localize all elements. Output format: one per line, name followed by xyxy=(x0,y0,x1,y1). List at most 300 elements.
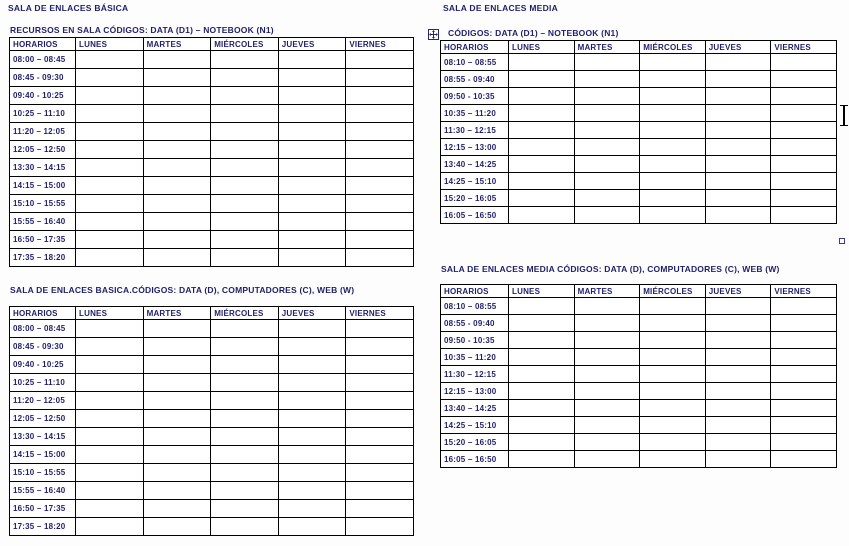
column-header-martes: MARTES xyxy=(574,285,640,298)
slot-cell-miercoles[interactable] xyxy=(640,54,706,71)
slot-cell-lunes[interactable] xyxy=(509,349,575,366)
slot-cell-jueves[interactable] xyxy=(278,482,346,500)
slot-cell-martes[interactable] xyxy=(143,123,211,141)
slot-cell-miercoles[interactable] xyxy=(211,410,279,428)
slot-cell-miercoles[interactable] xyxy=(640,332,706,349)
slot-cell-lunes[interactable] xyxy=(76,249,144,267)
slot-cell-lunes[interactable] xyxy=(509,298,575,315)
slot-cell-lunes[interactable] xyxy=(76,374,144,392)
slot-cell-miercoles[interactable] xyxy=(640,207,706,224)
table-row xyxy=(441,156,837,173)
slot-cell-lunes[interactable] xyxy=(509,400,575,417)
slot-cell-miercoles[interactable] xyxy=(211,195,279,213)
table-row xyxy=(441,366,837,383)
slot-cell-miercoles[interactable] xyxy=(211,482,279,500)
table-row xyxy=(10,141,414,159)
slot-cell-viernes[interactable] xyxy=(771,417,837,434)
slot-cell-viernes[interactable] xyxy=(771,190,837,207)
column-header-miercoles: MIÉRCOLES xyxy=(640,41,706,54)
slot-cell-martes[interactable] xyxy=(143,464,211,482)
time-slot-label: 09:40 - 10:25 xyxy=(10,356,76,374)
slot-cell-jueves[interactable] xyxy=(705,88,771,105)
slot-cell-lunes[interactable] xyxy=(509,207,575,224)
slot-cell-lunes[interactable] xyxy=(76,51,144,69)
time-slot-label: 11:20 – 12:05 xyxy=(10,392,76,410)
slot-cell-viernes[interactable] xyxy=(346,51,414,69)
slot-cell-martes[interactable] xyxy=(574,88,640,105)
slot-cell-jueves[interactable] xyxy=(278,374,346,392)
move-four-arrows-icon xyxy=(429,30,438,39)
time-slot-label: 10:25 – 11:10 xyxy=(10,105,76,123)
slot-cell-martes[interactable] xyxy=(574,400,640,417)
table-body xyxy=(441,298,837,468)
slot-cell-jueves[interactable] xyxy=(705,156,771,173)
slot-cell-jueves[interactable] xyxy=(705,332,771,349)
slot-cell-miercoles[interactable] xyxy=(640,315,706,332)
column-header-horarios: HORARIOS xyxy=(441,285,509,298)
time-slot-label: 08:45 - 09:30 xyxy=(10,338,76,356)
slot-cell-miercoles[interactable] xyxy=(211,446,279,464)
slot-cell-lunes[interactable] xyxy=(76,338,144,356)
table-resize-handle[interactable] xyxy=(839,238,845,244)
slot-cell-viernes[interactable] xyxy=(346,249,414,267)
time-slot-label: 08:00 – 08:45 xyxy=(10,51,76,69)
slot-cell-lunes[interactable] xyxy=(76,141,144,159)
slot-cell-jueves[interactable] xyxy=(705,71,771,88)
time-slot-label: 13:40 – 14:25 xyxy=(441,156,509,173)
column-header-jueves: JUEVES xyxy=(278,307,346,320)
time-slot-label: 09:50 - 10:35 xyxy=(441,88,509,105)
slot-cell-miercoles[interactable] xyxy=(211,374,279,392)
slot-cell-jueves[interactable] xyxy=(278,500,346,518)
time-slot-label: 09:40 - 10:25 xyxy=(10,87,76,105)
slot-cell-lunes[interactable] xyxy=(509,173,575,190)
slot-cell-viernes[interactable] xyxy=(346,87,414,105)
schedule-table-codigos-media[interactable] xyxy=(440,40,837,224)
slot-cell-lunes[interactable] xyxy=(76,500,144,518)
slot-cell-lunes[interactable] xyxy=(76,105,144,123)
slot-cell-jueves[interactable] xyxy=(705,173,771,190)
slot-cell-miercoles[interactable] xyxy=(640,88,706,105)
slot-cell-lunes[interactable] xyxy=(509,105,575,122)
time-slot-label: 13:30 – 14:15 xyxy=(10,159,76,177)
slot-cell-jueves[interactable] xyxy=(705,383,771,400)
time-slot-label: 16:50 – 17:35 xyxy=(10,500,76,518)
column-header-viernes: VIERNES xyxy=(346,38,414,51)
slot-cell-viernes[interactable] xyxy=(771,88,837,105)
slot-cell-jueves[interactable] xyxy=(705,207,771,224)
slot-cell-martes[interactable] xyxy=(143,338,211,356)
column-header-martes: MARTES xyxy=(574,41,640,54)
slot-cell-viernes[interactable] xyxy=(346,428,414,446)
slot-cell-jueves[interactable] xyxy=(705,451,771,468)
slot-cell-viernes[interactable] xyxy=(771,366,837,383)
slot-cell-miercoles[interactable] xyxy=(640,366,706,383)
slot-cell-lunes[interactable] xyxy=(509,383,575,400)
slot-cell-lunes[interactable] xyxy=(76,392,144,410)
slot-cell-miercoles[interactable] xyxy=(211,338,279,356)
slot-cell-martes[interactable] xyxy=(574,122,640,139)
slot-cell-miercoles[interactable] xyxy=(211,249,279,267)
slot-cell-miercoles[interactable] xyxy=(640,139,706,156)
slot-cell-miercoles[interactable] xyxy=(211,159,279,177)
time-slot-label: 14:25 – 15:10 xyxy=(441,417,509,434)
slot-cell-viernes[interactable] xyxy=(346,464,414,482)
slot-cell-martes[interactable] xyxy=(574,383,640,400)
slot-cell-viernes[interactable] xyxy=(346,392,414,410)
slot-cell-viernes[interactable] xyxy=(771,122,837,139)
table-body xyxy=(441,54,837,224)
slot-cell-miercoles[interactable] xyxy=(640,298,706,315)
slot-cell-miercoles[interactable] xyxy=(640,190,706,207)
slot-cell-jueves[interactable] xyxy=(278,320,346,338)
time-slot-label: 15:20 – 16:05 xyxy=(441,190,509,207)
table-row xyxy=(10,105,414,123)
slot-cell-jueves[interactable] xyxy=(278,518,346,536)
slot-cell-miercoles[interactable] xyxy=(640,156,706,173)
time-slot-label: 09:50 - 10:35 xyxy=(441,332,509,349)
slot-cell-miercoles[interactable] xyxy=(640,434,706,451)
slot-cell-jueves[interactable] xyxy=(278,446,346,464)
slot-cell-jueves[interactable] xyxy=(278,410,346,428)
time-slot-label: 15:20 – 16:05 xyxy=(441,434,509,451)
table-row xyxy=(10,500,414,518)
slot-cell-lunes[interactable] xyxy=(509,366,575,383)
slot-cell-viernes[interactable] xyxy=(771,139,837,156)
table-row xyxy=(10,356,414,374)
slot-cell-viernes[interactable] xyxy=(346,356,414,374)
slot-cell-viernes[interactable] xyxy=(771,434,837,451)
slot-cell-viernes[interactable] xyxy=(346,231,414,249)
slot-cell-jueves[interactable] xyxy=(705,122,771,139)
slot-cell-viernes[interactable] xyxy=(346,482,414,500)
slot-cell-martes[interactable] xyxy=(574,190,640,207)
slot-cell-lunes[interactable] xyxy=(509,417,575,434)
slot-cell-viernes[interactable] xyxy=(346,410,414,428)
column-header-lunes: LUNES xyxy=(76,307,144,320)
slot-cell-miercoles[interactable] xyxy=(211,141,279,159)
table-row xyxy=(441,383,837,400)
time-slot-label: 10:35 – 11:20 xyxy=(441,105,509,122)
slot-cell-lunes[interactable] xyxy=(76,356,144,374)
column-header-jueves: JUEVES xyxy=(278,38,346,51)
slot-cell-lunes[interactable] xyxy=(76,195,144,213)
slot-cell-martes[interactable] xyxy=(574,207,640,224)
slot-cell-martes[interactable] xyxy=(143,428,211,446)
slot-cell-viernes[interactable] xyxy=(346,69,414,87)
slot-cell-viernes[interactable] xyxy=(771,451,837,468)
slot-cell-jueves[interactable] xyxy=(278,105,346,123)
table-row xyxy=(441,417,837,434)
time-slot-label: 08:10 – 08:55 xyxy=(441,54,509,71)
slot-cell-jueves[interactable] xyxy=(278,177,346,195)
slot-cell-viernes[interactable] xyxy=(771,349,837,366)
column-header-martes: MARTES xyxy=(143,38,211,51)
table-header-row xyxy=(441,41,837,54)
table-row xyxy=(10,177,414,195)
slot-cell-viernes[interactable] xyxy=(771,383,837,400)
slot-cell-viernes[interactable] xyxy=(346,338,414,356)
slot-cell-jueves[interactable] xyxy=(278,141,346,159)
slot-cell-viernes[interactable] xyxy=(771,71,837,88)
slot-cell-martes[interactable] xyxy=(574,173,640,190)
table-row xyxy=(10,374,414,392)
table-row xyxy=(441,71,837,88)
slot-cell-viernes[interactable] xyxy=(771,315,837,332)
slot-cell-viernes[interactable] xyxy=(771,400,837,417)
slot-cell-jueves[interactable] xyxy=(278,392,346,410)
slot-cell-martes[interactable] xyxy=(143,51,211,69)
slot-cell-martes[interactable] xyxy=(143,87,211,105)
slot-cell-martes[interactable] xyxy=(574,298,640,315)
slot-cell-viernes[interactable] xyxy=(346,141,414,159)
time-slot-label: 08:55 - 09:40 xyxy=(441,71,509,88)
slot-cell-lunes[interactable] xyxy=(509,71,575,88)
slot-cell-miercoles[interactable] xyxy=(211,69,279,87)
time-slot-label: 08:00 – 08:45 xyxy=(10,320,76,338)
slot-cell-lunes[interactable] xyxy=(509,156,575,173)
slot-cell-martes[interactable] xyxy=(143,159,211,177)
slot-cell-viernes[interactable] xyxy=(346,105,414,123)
slot-cell-martes[interactable] xyxy=(143,446,211,464)
slot-cell-martes[interactable] xyxy=(574,156,640,173)
table-move-handle[interactable] xyxy=(428,29,439,40)
slot-cell-jueves[interactable] xyxy=(278,356,346,374)
slot-cell-jueves[interactable] xyxy=(278,87,346,105)
slot-cell-lunes[interactable] xyxy=(76,213,144,231)
slot-cell-lunes[interactable] xyxy=(76,446,144,464)
slot-cell-lunes[interactable] xyxy=(76,464,144,482)
slot-cell-viernes[interactable] xyxy=(346,446,414,464)
slot-cell-lunes[interactable] xyxy=(509,88,575,105)
slot-cell-viernes[interactable] xyxy=(346,320,414,338)
slot-cell-jueves[interactable] xyxy=(278,195,346,213)
slot-cell-martes[interactable] xyxy=(574,434,640,451)
slot-cell-lunes[interactable] xyxy=(76,428,144,446)
slot-cell-jueves[interactable] xyxy=(705,434,771,451)
slot-cell-jueves[interactable] xyxy=(705,417,771,434)
slot-cell-lunes[interactable] xyxy=(76,159,144,177)
slot-cell-martes[interactable] xyxy=(574,451,640,468)
slot-cell-martes[interactable] xyxy=(143,69,211,87)
slot-cell-jueves[interactable] xyxy=(278,123,346,141)
slot-cell-jueves[interactable] xyxy=(278,464,346,482)
table-row xyxy=(441,88,837,105)
time-slot-label: 14:15 – 15:00 xyxy=(10,446,76,464)
slot-cell-miercoles[interactable] xyxy=(211,518,279,536)
slot-cell-lunes[interactable] xyxy=(76,320,144,338)
slot-cell-martes[interactable] xyxy=(143,374,211,392)
table-row xyxy=(441,332,837,349)
slot-cell-martes[interactable] xyxy=(143,518,211,536)
table-row xyxy=(10,249,414,267)
slot-cell-viernes[interactable] xyxy=(346,518,414,536)
time-slot-label: 11:20 – 12:05 xyxy=(10,123,76,141)
slot-cell-miercoles[interactable] xyxy=(211,320,279,338)
slot-cell-viernes[interactable] xyxy=(346,374,414,392)
slot-cell-viernes[interactable] xyxy=(346,159,414,177)
slot-cell-martes[interactable] xyxy=(574,417,640,434)
slot-cell-lunes[interactable] xyxy=(76,231,144,249)
slot-cell-miercoles[interactable] xyxy=(211,231,279,249)
slot-cell-jueves[interactable] xyxy=(278,159,346,177)
slot-cell-martes[interactable] xyxy=(143,392,211,410)
time-slot-label: 11:30 – 12:15 xyxy=(441,122,509,139)
slot-cell-martes[interactable] xyxy=(143,410,211,428)
schedule-table-recursos-media[interactable] xyxy=(440,284,837,468)
slot-cell-lunes[interactable] xyxy=(76,87,144,105)
slot-cell-viernes[interactable] xyxy=(771,54,837,71)
slot-cell-miercoles[interactable] xyxy=(211,428,279,446)
slot-cell-jueves[interactable] xyxy=(705,54,771,71)
slot-cell-miercoles[interactable] xyxy=(211,123,279,141)
slot-cell-viernes[interactable] xyxy=(346,177,414,195)
slot-cell-viernes[interactable] xyxy=(771,156,837,173)
column-header-lunes: LUNES xyxy=(509,285,575,298)
slot-cell-viernes[interactable] xyxy=(771,105,837,122)
slot-cell-miercoles[interactable] xyxy=(640,383,706,400)
slot-cell-martes[interactable] xyxy=(574,139,640,156)
slot-cell-martes[interactable] xyxy=(143,231,211,249)
slot-cell-lunes[interactable] xyxy=(509,332,575,349)
slot-cell-jueves[interactable] xyxy=(278,51,346,69)
slot-cell-viernes[interactable] xyxy=(346,195,414,213)
slot-cell-martes[interactable] xyxy=(574,332,640,349)
time-slot-label: 12:15 – 13:00 xyxy=(441,139,509,156)
slot-cell-lunes[interactable] xyxy=(76,482,144,500)
slot-cell-miercoles[interactable] xyxy=(640,71,706,88)
table-row xyxy=(10,482,414,500)
table-row xyxy=(441,207,837,224)
slot-cell-martes[interactable] xyxy=(143,482,211,500)
column-header-martes: MARTES xyxy=(143,307,211,320)
slot-cell-viernes[interactable] xyxy=(346,123,414,141)
slot-cell-jueves[interactable] xyxy=(705,400,771,417)
slot-cell-viernes[interactable] xyxy=(346,500,414,518)
slot-cell-lunes[interactable] xyxy=(76,518,144,536)
table-body xyxy=(10,320,414,536)
column-header-horarios: HORARIOS xyxy=(441,41,509,54)
slot-cell-miercoles[interactable] xyxy=(211,464,279,482)
slot-cell-martes[interactable] xyxy=(143,320,211,338)
slot-cell-viernes[interactable] xyxy=(346,213,414,231)
slot-cell-jueves[interactable] xyxy=(278,338,346,356)
table-row xyxy=(10,87,414,105)
slot-cell-miercoles[interactable] xyxy=(211,356,279,374)
slot-cell-martes[interactable] xyxy=(143,249,211,267)
slot-cell-miercoles[interactable] xyxy=(211,392,279,410)
slot-cell-martes[interactable] xyxy=(574,315,640,332)
slot-cell-miercoles[interactable] xyxy=(211,51,279,69)
table-row xyxy=(441,451,837,468)
slot-cell-lunes[interactable] xyxy=(509,451,575,468)
slot-cell-viernes[interactable] xyxy=(771,173,837,190)
slot-cell-jueves[interactable] xyxy=(705,139,771,156)
slot-cell-martes[interactable] xyxy=(143,500,211,518)
slot-cell-jueves[interactable] xyxy=(278,249,346,267)
slot-cell-lunes[interactable] xyxy=(509,315,575,332)
slot-cell-jueves[interactable] xyxy=(278,69,346,87)
slot-cell-martes[interactable] xyxy=(574,349,640,366)
slot-cell-jueves[interactable] xyxy=(705,315,771,332)
slot-cell-miercoles[interactable] xyxy=(640,417,706,434)
slot-cell-martes[interactable] xyxy=(574,366,640,383)
table-row xyxy=(10,338,414,356)
time-slot-label: 15:55 – 16:40 xyxy=(10,482,76,500)
slot-cell-jueves[interactable] xyxy=(705,366,771,383)
slot-cell-martes[interactable] xyxy=(143,213,211,231)
table-wrapper-codigos-media xyxy=(440,40,837,224)
slot-cell-viernes[interactable] xyxy=(771,298,837,315)
slot-cell-miercoles[interactable] xyxy=(640,400,706,417)
slot-cell-miercoles[interactable] xyxy=(211,500,279,518)
slot-cell-lunes[interactable] xyxy=(509,434,575,451)
time-slot-label: 12:05 – 12:50 xyxy=(10,141,76,159)
slot-cell-martes[interactable] xyxy=(143,177,211,195)
column-header-horarios: HORARIOS xyxy=(10,307,76,320)
table-row xyxy=(10,392,414,410)
slot-cell-jueves[interactable] xyxy=(278,213,346,231)
slot-cell-martes[interactable] xyxy=(574,105,640,122)
slot-cell-lunes[interactable] xyxy=(76,69,144,87)
slot-cell-lunes[interactable] xyxy=(76,410,144,428)
table-row xyxy=(10,69,414,87)
table-wrapper-codigos-basica xyxy=(9,306,414,536)
table-row xyxy=(10,159,414,177)
slot-cell-jueves[interactable] xyxy=(705,105,771,122)
column-header-miercoles: MIÉRCOLES xyxy=(211,38,279,51)
time-slot-label: 16:05 – 16:50 xyxy=(441,207,509,224)
slot-cell-miercoles[interactable] xyxy=(211,87,279,105)
slot-cell-martes[interactable] xyxy=(143,356,211,374)
slot-cell-miercoles[interactable] xyxy=(640,451,706,468)
slot-cell-martes[interactable] xyxy=(574,71,640,88)
slot-cell-lunes[interactable] xyxy=(509,139,575,156)
slot-cell-martes[interactable] xyxy=(574,54,640,71)
slot-cell-lunes[interactable] xyxy=(509,122,575,139)
slot-cell-miercoles[interactable] xyxy=(640,349,706,366)
slot-cell-miercoles[interactable] xyxy=(211,105,279,123)
table-row xyxy=(441,173,837,190)
slot-cell-lunes[interactable] xyxy=(509,190,575,207)
slot-cell-jueves[interactable] xyxy=(705,349,771,366)
slot-cell-jueves[interactable] xyxy=(278,428,346,446)
table-row xyxy=(441,315,837,332)
slot-cell-miercoles[interactable] xyxy=(211,213,279,231)
slot-cell-jueves[interactable] xyxy=(705,190,771,207)
slot-cell-martes[interactable] xyxy=(143,195,211,213)
slot-cell-martes[interactable] xyxy=(143,105,211,123)
slot-cell-viernes[interactable] xyxy=(771,207,837,224)
time-slot-label: 17:35 – 18:20 xyxy=(10,518,76,536)
schedule-table-recursos-basica[interactable] xyxy=(9,37,414,267)
slot-cell-lunes[interactable] xyxy=(76,123,144,141)
slot-cell-miercoles[interactable] xyxy=(640,173,706,190)
slot-cell-jueves[interactable] xyxy=(278,231,346,249)
column-header-miercoles: MIÉRCOLES xyxy=(640,285,706,298)
slot-cell-viernes[interactable] xyxy=(771,332,837,349)
time-slot-label: 08:10 – 08:55 xyxy=(441,298,509,315)
slot-cell-miercoles[interactable] xyxy=(211,177,279,195)
schedule-table-codigos-basica[interactable] xyxy=(9,306,414,536)
slot-cell-lunes[interactable] xyxy=(76,177,144,195)
slot-cell-miercoles[interactable] xyxy=(640,105,706,122)
slot-cell-jueves[interactable] xyxy=(705,298,771,315)
slot-cell-lunes[interactable] xyxy=(509,54,575,71)
slot-cell-miercoles[interactable] xyxy=(640,122,706,139)
slot-cell-martes[interactable] xyxy=(143,141,211,159)
column-header-lunes: LUNES xyxy=(76,38,144,51)
